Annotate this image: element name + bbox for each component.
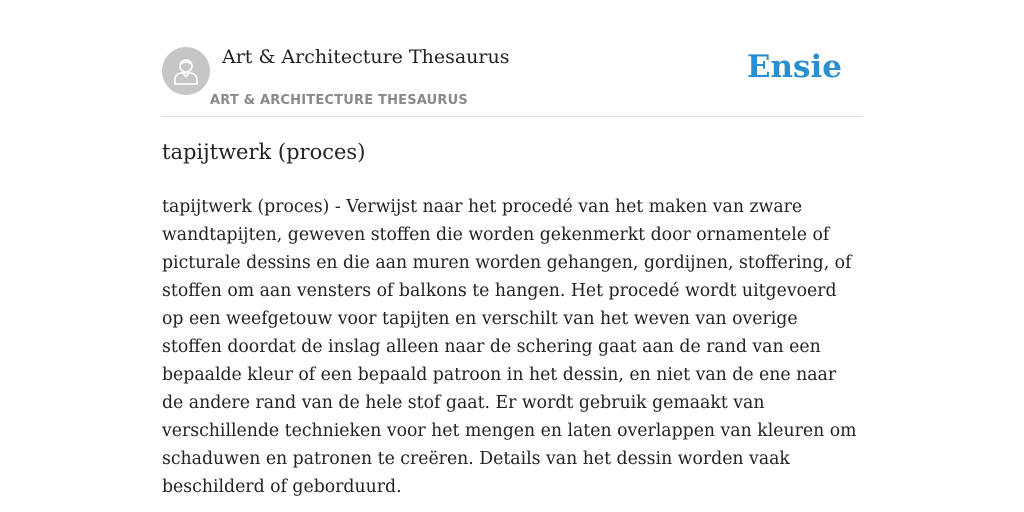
header (162, 44, 862, 117)
source-title-link[interactable]: Art & Architecture Thesaurus (222, 46, 510, 68)
user-icon (174, 57, 198, 85)
source-subtitle-link[interactable]: ART & ARCHITECTURE THESAURUS (210, 93, 468, 108)
brand-logo[interactable]: Ensie (746, 49, 842, 85)
entry-title: tapijtwerk (proces) (162, 140, 366, 164)
entry-body: tapijtwerk (proces) - Verwijst naar het procedé van het maken van zware wandtapijten, geweven stoffen die worden gekenmerkt door ornamentele of picturale dessins en die aan muren worden gehangen, gordijnen, stoffering, of stoffen om aan vensters of balkons te hangen. Het procedé wordt uitgevoerd op een weefgetouw voor tapijten en verschilt van het weven van overige stoffen doordat de inslag alleen naar de schering gaat aan de rand van een bepaalde kleur of een bepaald patroon in het dessin, en niet van de ene naar de andere rand van de hele stof gaat. Er wordt gebruik gemaakt van verschillende technieken voor het mengen en laten overlappen van kleuren om schaduwen en patronen te creëren. Details van het dessin worden vaak beschilderd of geborduurd. (162, 197, 857, 497)
avatar[interactable] (162, 47, 210, 95)
